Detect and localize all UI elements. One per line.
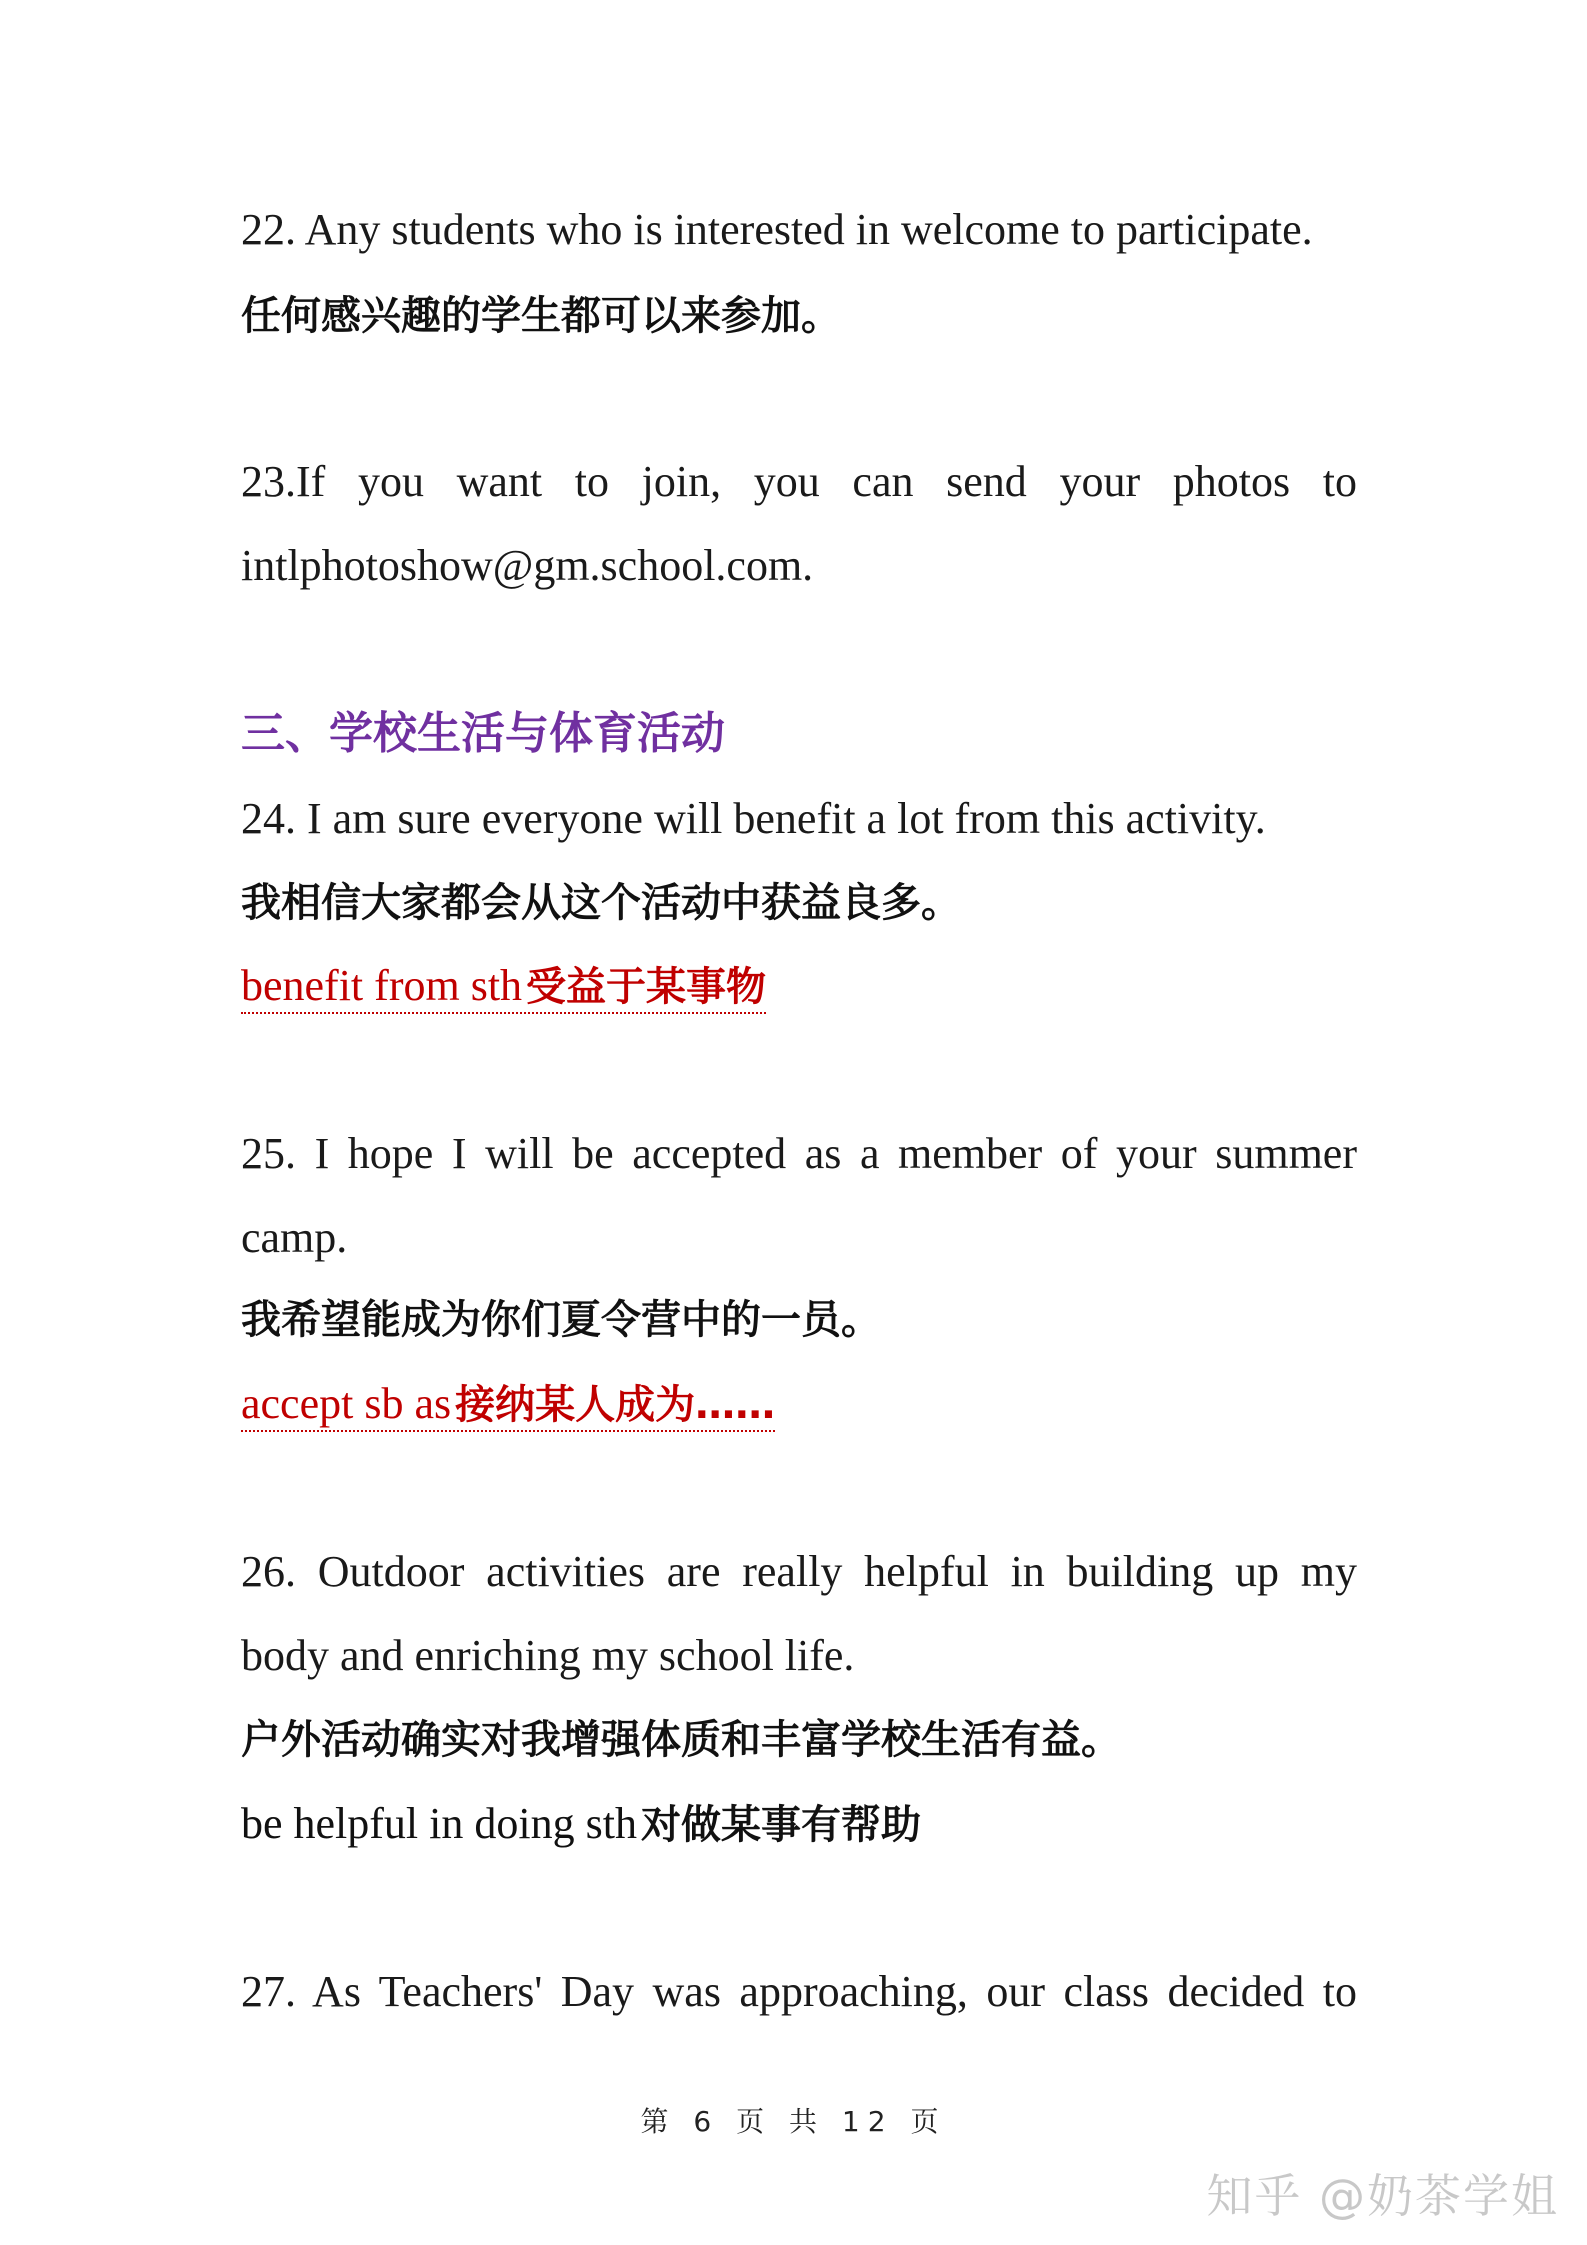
phrase-26 bbox=[241, 1799, 1357, 1848]
phrase-26-english: be helpful in doing sth bbox=[241, 1799, 637, 1848]
sentence-24-english: 24. I am sure everyone will benefit a lot from this activity. bbox=[241, 794, 1266, 843]
phrase-24-chinese: 受益于某事物 bbox=[526, 964, 767, 1010]
phrase-24-english: benefit from sth bbox=[241, 961, 523, 1010]
phrase-25-english: accept sb as bbox=[241, 1379, 452, 1428]
phrase-25 bbox=[241, 1379, 776, 1432]
phrase-25-chinese: 接纳某人成为…… bbox=[455, 1382, 776, 1428]
phrase-25-row bbox=[241, 1379, 1357, 1432]
sentence-27-english-line1: 27. As Teachers' Day was approaching, our class decided to bbox=[241, 1970, 1357, 2016]
sentence-26-english-line2: body and enriching my school life. bbox=[241, 1631, 855, 1680]
sentence-26-english-line1: 26. Outdoor activities are really helpful in building up my bbox=[241, 1550, 1357, 1596]
phrase-26-chinese: 对做某事有帮助 bbox=[640, 1802, 921, 1848]
section-heading: 三、学校生活与体育活动 bbox=[241, 708, 725, 759]
watermark: 知乎 @奶茶学姐 bbox=[1206, 2169, 1559, 2223]
sentence-25-english-line2: camp. bbox=[241, 1213, 348, 1262]
sentence-23-english-line2: intlphotoshow@gm.school.com. bbox=[241, 541, 814, 590]
phrase-24 bbox=[241, 961, 767, 1014]
phrase-24-row bbox=[241, 961, 1357, 1014]
sentence-25-english-line1: 25. I hope I will be accepted as a member of your summer bbox=[241, 1132, 1357, 1178]
sentence-22-chinese: 任何感兴趣的学生都可以来参加。 bbox=[241, 293, 841, 339]
sentence-24-chinese: 我相信大家都会从这个活动中获益良多。 bbox=[241, 880, 961, 926]
page-number: 第 6 页 共 12 页 bbox=[640, 2105, 947, 2138]
sentence-23-english-line1: 23.If you want to join, you can send your photos to bbox=[241, 460, 1357, 506]
sentence-25-chinese: 我希望能成为你们夏令营中的一员。 bbox=[241, 1297, 881, 1343]
sentence-26-chinese: 户外活动确实对我增强体质和丰富学校生活有益。 bbox=[241, 1717, 1121, 1763]
sentence-22-english: 22. Any students who is interested in welcome to participate. bbox=[241, 205, 1313, 254]
